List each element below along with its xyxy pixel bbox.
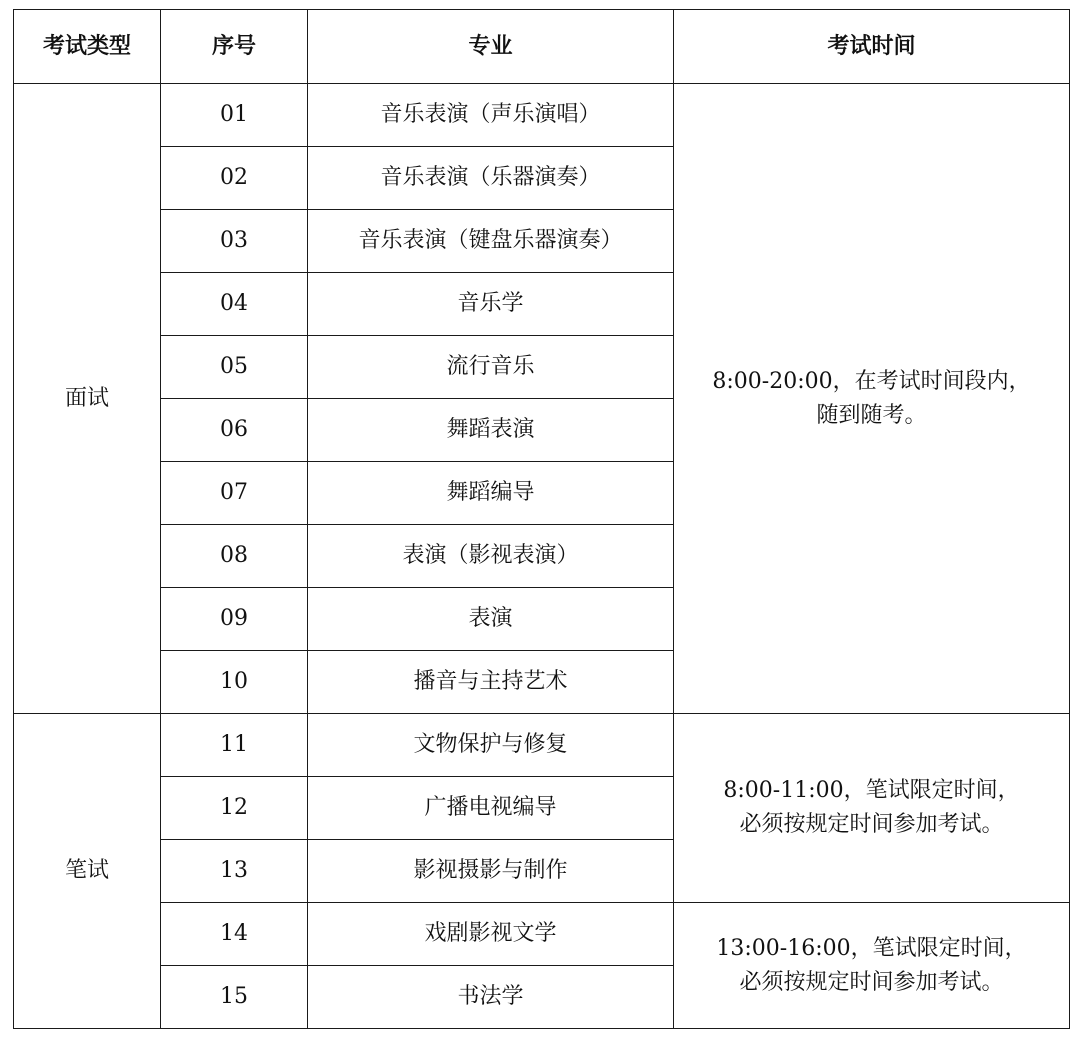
row-number: 14 xyxy=(161,903,308,966)
row-major: 戏剧影视文学 xyxy=(308,903,674,966)
row-number: 12 xyxy=(161,777,308,840)
row-number: 06 xyxy=(161,399,308,462)
row-major: 音乐表演（键盘乐器演奏） xyxy=(308,210,674,273)
row-number: 13 xyxy=(161,840,308,903)
row-number: 07 xyxy=(161,462,308,525)
exam-time-interview xyxy=(674,84,1070,714)
row-major: 影视摄影与制作 xyxy=(308,840,674,903)
row-major: 表演 xyxy=(308,588,674,651)
row-major: 流行音乐 xyxy=(308,336,674,399)
exam-time-written-morning-text: 8:00-11:00，笔试限定时间， 必须按规定时间参加考试。 xyxy=(723,778,1020,837)
row-major: 文物保护与修复 xyxy=(308,714,674,777)
exam-time-written-afternoon xyxy=(674,903,1070,1029)
table-row xyxy=(14,84,1070,147)
row-number: 04 xyxy=(161,273,308,336)
row-major: 播音与主持艺术 xyxy=(308,651,674,714)
row-number: 15 xyxy=(161,966,308,1029)
exam-type-interview: 面试 xyxy=(14,84,161,714)
row-number: 03 xyxy=(161,210,308,273)
row-number: 10 xyxy=(161,651,308,714)
exam-time-interview-text: 8:00-20:00，在考试时间段内， 随到随考。 xyxy=(712,368,1031,428)
row-number: 11 xyxy=(161,714,308,777)
header-row xyxy=(14,10,1070,84)
table-row xyxy=(14,903,1070,966)
row-major: 书法学 xyxy=(308,966,674,1029)
row-major: 舞蹈编导 xyxy=(308,462,674,525)
row-number: 05 xyxy=(161,336,308,399)
row-number: 02 xyxy=(161,147,308,210)
row-major: 音乐表演（声乐演唱） xyxy=(308,84,674,147)
exam-time-written-afternoon-text: 13:00-16:00，笔试限定时间， 必须按规定时间参加考试。 xyxy=(716,935,1027,995)
row-major: 舞蹈表演 xyxy=(308,399,674,462)
row-major: 音乐学 xyxy=(308,273,674,336)
row-number: 08 xyxy=(161,525,308,588)
row-major: 广播电视编导 xyxy=(308,777,674,840)
exam-type-written: 笔试 xyxy=(14,714,161,1029)
header-exam-type: 考试类型 xyxy=(14,10,161,84)
row-major: 音乐表演（乐器演奏） xyxy=(308,147,674,210)
header-number: 序号 xyxy=(161,10,308,84)
row-number: 01 xyxy=(161,84,308,147)
exam-time-written-morning xyxy=(674,714,1070,903)
row-number: 09 xyxy=(161,588,308,651)
header-exam-time: 考试时间 xyxy=(674,10,1070,84)
header-major: 专业 xyxy=(308,10,674,84)
table-row xyxy=(14,714,1070,777)
row-major: 表演（影视表演） xyxy=(308,525,674,588)
exam-schedule-table xyxy=(13,9,1070,1029)
